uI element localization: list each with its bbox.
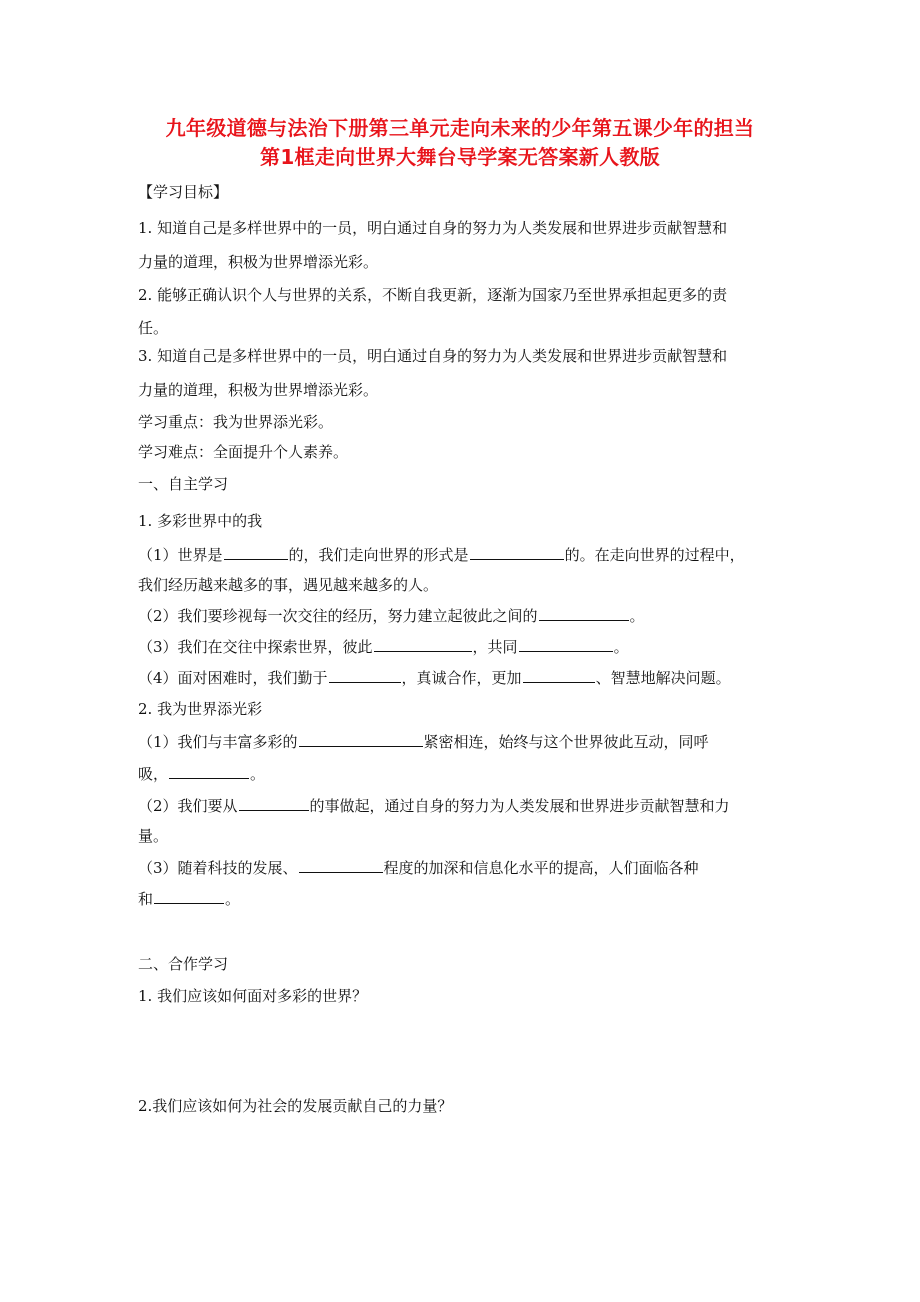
- goal-2-line-1: 2. 能够正确认识个人与世界的关系，不断自我更新，逐渐为国家乃至世界承担起更多的责: [138, 286, 728, 304]
- fill-blank[interactable]: [329, 667, 401, 683]
- fill-blank[interactable]: [224, 544, 288, 560]
- item-3-line-1: （3）随着科技的发展、 程度的加深和信息化水平的提高，人们面临各种: [138, 859, 699, 877]
- section-2-heading: 2. 我为世界添光彩: [138, 700, 263, 718]
- coop-question-2: 2.我们应该如何为社会的发展贡献自己的力量？: [138, 1097, 453, 1115]
- goal-3-line-2: 力量的道理，积极为世界增添光彩。: [138, 381, 379, 399]
- goal-1-line-1: 1. 知道自己是多样世界中的一员，明白通过自身的努力为人类发展和世界进步贡献智慧和: [138, 219, 728, 237]
- item-3-line-2: 和 。: [138, 890, 241, 908]
- section-1-heading: 1. 多彩世界中的我: [138, 512, 263, 530]
- document-title-line-1: 九年级道德与法治下册第三单元走向未来的少年第五课少年的担当: [165, 116, 755, 140]
- cooperative-study-heading: 二、合作学习: [138, 955, 229, 973]
- item-1-line-2: 吸， 。: [138, 765, 266, 783]
- self-study-heading: 一、自主学习: [138, 475, 229, 493]
- difficulty: 学习难点：全面提升个人素养。: [138, 443, 349, 461]
- fill-blank[interactable]: [299, 731, 423, 747]
- fill-blank[interactable]: [169, 763, 249, 779]
- item-1-line-1: （1）我们与丰富多彩的 紧密相连，始终与这个世界彼此互动，同呼: [138, 733, 709, 751]
- learning-goals-heading: 【学习目标】: [138, 183, 229, 201]
- goal-3-line-1: 3. 知道自己是多样世界中的一员，明白通过自身的努力为人类发展和世界进步贡献智慧和: [138, 347, 728, 365]
- question-1-line-2: 我们经历越来越多的事，遇见越来越多的人。: [138, 576, 439, 594]
- goal-2-line-2: 任。: [138, 319, 169, 337]
- item-2-line-1: （2）我们要从 的事做起，通过自身的努力为人类发展和世界进步贡献智慧和力: [138, 797, 730, 815]
- fill-blank[interactable]: [299, 857, 383, 873]
- question-3: （3）我们在交往中探索世界，彼此 ，共同 。: [138, 638, 629, 656]
- fill-blank[interactable]: [523, 667, 595, 683]
- document-title-line-2: 第1框走向世界大舞台导学案无答案新人教版: [260, 145, 660, 169]
- fill-blank[interactable]: [539, 605, 629, 621]
- fill-blank[interactable]: [519, 636, 613, 652]
- goal-1-line-2: 力量的道理，积极为世界增添光彩。: [138, 253, 379, 271]
- fill-blank[interactable]: [239, 795, 309, 811]
- question-4: （4）面对困难时，我们勤于 ，真诚合作，更加 、智慧地解决问题。: [138, 669, 731, 687]
- fill-blank[interactable]: [470, 544, 564, 560]
- key-point: 学习重点：我为世界添光彩。: [138, 413, 334, 431]
- question-1-line-1: （1）世界是 的，我们走向世界的形式是 的。在走向世界的过程中，: [138, 546, 745, 564]
- item-2-line-2: 量。: [138, 827, 169, 845]
- fill-blank[interactable]: [374, 636, 472, 652]
- question-2: （2）我们要珍视每一次交往的经历，努力建立起彼此之间的 。: [138, 607, 645, 625]
- coop-question-1: 1. 我们应该如何面对多彩的世界？: [138, 987, 368, 1005]
- fill-blank[interactable]: [154, 888, 224, 904]
